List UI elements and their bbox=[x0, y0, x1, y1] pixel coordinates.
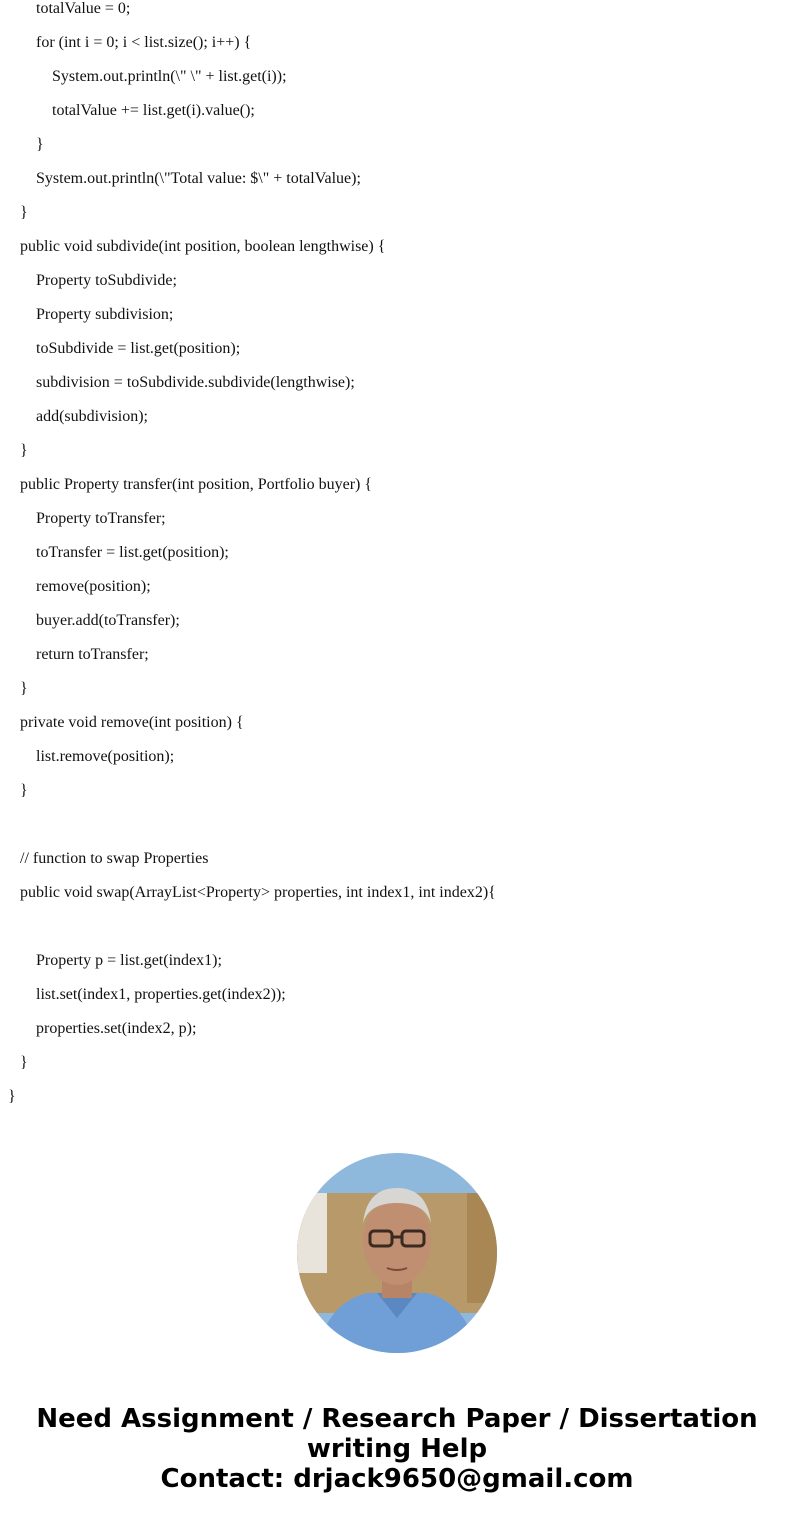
code-line: return toTransfer; bbox=[36, 646, 149, 663]
footer-line-2: writing Help bbox=[306, 1434, 488, 1464]
footer-line-1: Need Assignment / Research Paper / Dissertation bbox=[36, 1404, 758, 1434]
code-line: public void subdivide(int position, boolean lengthwise) { bbox=[20, 238, 386, 255]
code-line: properties.set(index2, p); bbox=[36, 1020, 197, 1037]
author-avatar bbox=[297, 1153, 497, 1353]
code-line: remove(position); bbox=[36, 578, 151, 595]
code-line: toTransfer = list.get(position); bbox=[36, 544, 229, 561]
code-line: } bbox=[36, 136, 44, 153]
code-line: } bbox=[20, 680, 28, 697]
code-line: System.out.println(\"Total value: $\" + totalValue); bbox=[36, 170, 361, 187]
code-line: } bbox=[20, 782, 28, 799]
footer-contact-email: Contact: drjack9650@gmail.com bbox=[160, 1464, 634, 1494]
code-line: list.remove(position); bbox=[36, 748, 175, 765]
code-line bbox=[0, 808, 794, 842]
code-line: public void swap(ArrayList<Property> properties, int index1, int index2){ bbox=[20, 884, 496, 901]
code-line: } bbox=[20, 442, 28, 459]
code-line: totalValue += list.get(i).value(); bbox=[52, 102, 255, 119]
code-line: } bbox=[20, 204, 28, 221]
code-line: subdivision = toSubdivide.subdivide(lengthwise); bbox=[36, 374, 355, 391]
code-line: list.set(index1, properties.get(index2)); bbox=[36, 986, 286, 1003]
code-line: } bbox=[20, 1054, 28, 1071]
code-line: // function to swap Properties bbox=[20, 850, 209, 867]
code-line: toSubdivide = list.get(position); bbox=[36, 340, 241, 357]
code-line: Property toSubdivide; bbox=[36, 272, 177, 289]
code-line: System.out.println(\" \" + list.get(i)); bbox=[52, 68, 287, 85]
code-line: for (int i = 0; i < list.size(); i++) { bbox=[36, 34, 252, 51]
code-line: totalValue = 0; bbox=[36, 0, 131, 17]
code-line: buyer.add(toTransfer); bbox=[36, 612, 180, 629]
code-line: } bbox=[8, 1088, 16, 1105]
code-line: private void remove(int position) { bbox=[20, 714, 244, 731]
code-line: add(subdivision); bbox=[36, 408, 148, 425]
code-line bbox=[0, 910, 794, 944]
code-line: public Property transfer(int position, Portfolio buyer) { bbox=[20, 476, 373, 493]
code-line: Property subdivision; bbox=[36, 306, 174, 323]
code-line: Property p = list.get(index1); bbox=[36, 952, 222, 969]
code-line: Property toTransfer; bbox=[36, 510, 166, 527]
footer-contact bbox=[0, 1404, 794, 1494]
